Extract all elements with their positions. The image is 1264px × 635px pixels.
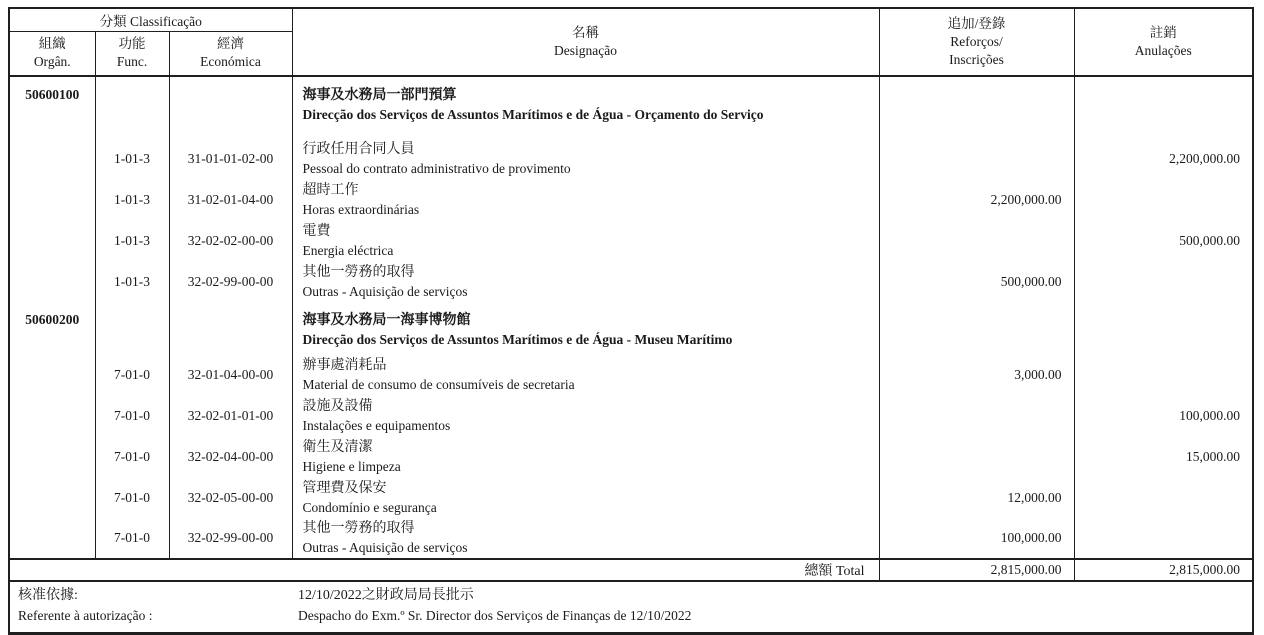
amount-anulacoes: 2,200,000.00 [1169,150,1241,166]
designation-pt: Direcção dos Serviços de Assuntos Marítimos e de Água - Museu Marítimo [302,332,733,347]
amount-anulacoes [1074,261,1252,302]
func-code: 7-01-0 [95,395,169,436]
designation-zh: 辦事處消耗品 [302,357,387,373]
amount-reforcos: 3,000.00 [879,354,1074,395]
amount-anulacoes [1074,76,1252,138]
reforcos-header-pt2: Inscrições [949,52,1004,67]
table-row [10,436,1252,477]
budget-amendment-sheet [8,7,1254,635]
authorization-label-pt: Referente à autorização : [18,608,153,623]
func-code: 7-01-0 [95,436,169,477]
designation-header-zh: 名稱 [572,25,600,40]
anulacoes-header-pt: Anulações [1134,43,1192,58]
amount-anulacoes: 100,000.00 [1179,407,1241,423]
designation-pt: Instalações e equipamentos [302,417,451,433]
designation-pt: Condomínio e segurança [302,499,437,515]
amount-reforcos [879,302,1074,354]
designation-pt: Material de consumo de consumíveis de secretaria [302,376,575,392]
total-anulacoes: 2,815,000.00 [1074,559,1252,581]
designation-column-header [292,9,879,76]
designation-pt: Higiene e limpeza [302,458,401,474]
authorization-value-pt: Despacho do Exm.º Sr. Director dos Serviços de Finanças de 12/10/2022 [298,608,692,623]
organ-code [10,220,95,261]
budget-table [10,9,1252,582]
total-label: 總額 Total [10,559,879,581]
econ-code: 32-01-04-00-00 [169,354,292,395]
func-code: 1-01-3 [95,261,169,302]
designation-cell [292,436,879,477]
total-reforcos: 2,815,000.00 [879,559,1074,581]
authorization-label-zh: 核准依據: [18,588,78,603]
amount-reforcos: 12,000.00 [879,477,1074,518]
organ-code [10,138,95,179]
reforcos-column-header [879,9,1074,76]
amount-anulacoes: 500,000.00 [1179,232,1241,248]
designation-zh: 海事及水務局一海事博物館 [302,313,471,328]
amount-anulacoes [1074,477,1252,518]
designation-zh: 衛生及清潔 [302,439,373,455]
amount-reforcos: 500,000.00 [879,261,1074,302]
amount-anulacoes [1074,302,1252,354]
func-code: 7-01-0 [95,518,169,559]
designation-zh: 其他一勞務的取得 [302,264,415,280]
designation-pt: Energia eléctrica [302,242,394,258]
designation-cell [292,302,879,354]
amount-reforcos: 2,200,000.00 [879,179,1074,220]
total-row [10,559,1252,581]
classification-group-header: 分類 Classificação [10,9,292,31]
organ-code: 50600200 [10,302,95,354]
func-column-header: 功能 Func. [95,31,169,76]
authorization-value-zh: 12/10/2022之財政局局長批示 [298,588,474,603]
func-code: 1-01-3 [95,220,169,261]
designation-cell [292,477,879,518]
designation-zh: 管理費及保安 [302,480,387,496]
organ-code [10,395,95,436]
table-row [10,395,1252,436]
econ-code: 32-02-05-00-00 [169,477,292,518]
designation-pt: Outras - Aquisição de serviços [302,540,468,555]
econ-code [169,76,292,138]
econ-code: 32-02-99-00-00 [169,518,292,559]
anulacoes-column-header [1074,9,1252,76]
designation-cell [292,220,879,261]
econ-column-header: 經濟 Económica [169,31,292,76]
reforcos-header-pt1: Reforços/ [950,34,1003,49]
organ-column-header: 組織 Orgân. [10,31,95,76]
section-row [10,302,1252,354]
designation-zh: 其他一勞務的取得 [302,521,415,536]
econ-code: 32-02-02-00-00 [169,220,292,261]
reforcos-header-zh: 追加/登錄 [947,16,1006,31]
amount-reforcos [879,395,1074,436]
econ-code: 31-01-01-02-00 [169,138,292,179]
amount-anulacoes: 15,000.00 [1186,448,1241,464]
designation-pt: Pessoal do contrato administrativo de provimento [302,160,571,176]
designation-zh: 設施及設備 [302,398,373,414]
amount-anulacoes [1074,354,1252,395]
econ-code: 32-02-99-00-00 [169,261,292,302]
organ-code [10,261,95,302]
designation-pt: Horas extraordinárias [302,201,420,217]
designation-zh: 電費 [302,223,331,239]
organ-code [10,477,95,518]
func-code: 7-01-0 [95,477,169,518]
amount-reforcos [879,76,1074,138]
designation-cell [292,76,879,138]
designation-cell [292,354,879,395]
designation-cell [292,261,879,302]
econ-code [169,302,292,354]
designation-pt: Direcção dos Serviços de Assuntos Marítimos e de Água - Orçamento do Serviço [302,107,764,122]
designation-cell [292,179,879,220]
amount-reforcos [879,138,1074,179]
designation-zh: 行政任用合同人員 [302,141,415,157]
table-row [10,220,1252,261]
designation-header-pt: Designação [554,43,617,58]
designation-pt: Outras - Aquisição de serviços [302,283,468,299]
section-row [10,76,1252,138]
func-code: 7-01-0 [95,354,169,395]
amount-reforcos [879,220,1074,261]
func-code [95,76,169,138]
econ-code: 32-02-04-00-00 [169,436,292,477]
econ-code: 32-02-01-01-00 [169,395,292,436]
organ-code [10,354,95,395]
table-row [10,477,1252,518]
anulacoes-header-zh: 註銷 [1149,25,1177,40]
func-code: 1-01-3 [95,179,169,220]
amount-reforcos: 100,000.00 [879,518,1074,559]
designation-cell [292,518,879,559]
designation-cell [292,395,879,436]
organ-code [10,518,95,559]
designation-zh: 海事及水務局一部門預算 [302,88,457,103]
authorization-footer [10,582,1252,632]
designation-zh: 超時工作 [302,182,359,198]
amount-anulacoes [1074,518,1252,559]
designation-cell [292,138,879,179]
organ-code [10,179,95,220]
func-code: 1-01-3 [95,138,169,179]
organ-code [10,436,95,477]
amount-reforcos [879,436,1074,477]
table-row [10,138,1252,179]
table-row [10,179,1252,220]
func-code [95,302,169,354]
table-row [10,261,1252,302]
organ-code: 50600100 [10,76,95,138]
amount-anulacoes [1074,179,1252,220]
table-row [10,518,1252,559]
table-row [10,354,1252,395]
econ-code: 31-02-01-04-00 [169,179,292,220]
